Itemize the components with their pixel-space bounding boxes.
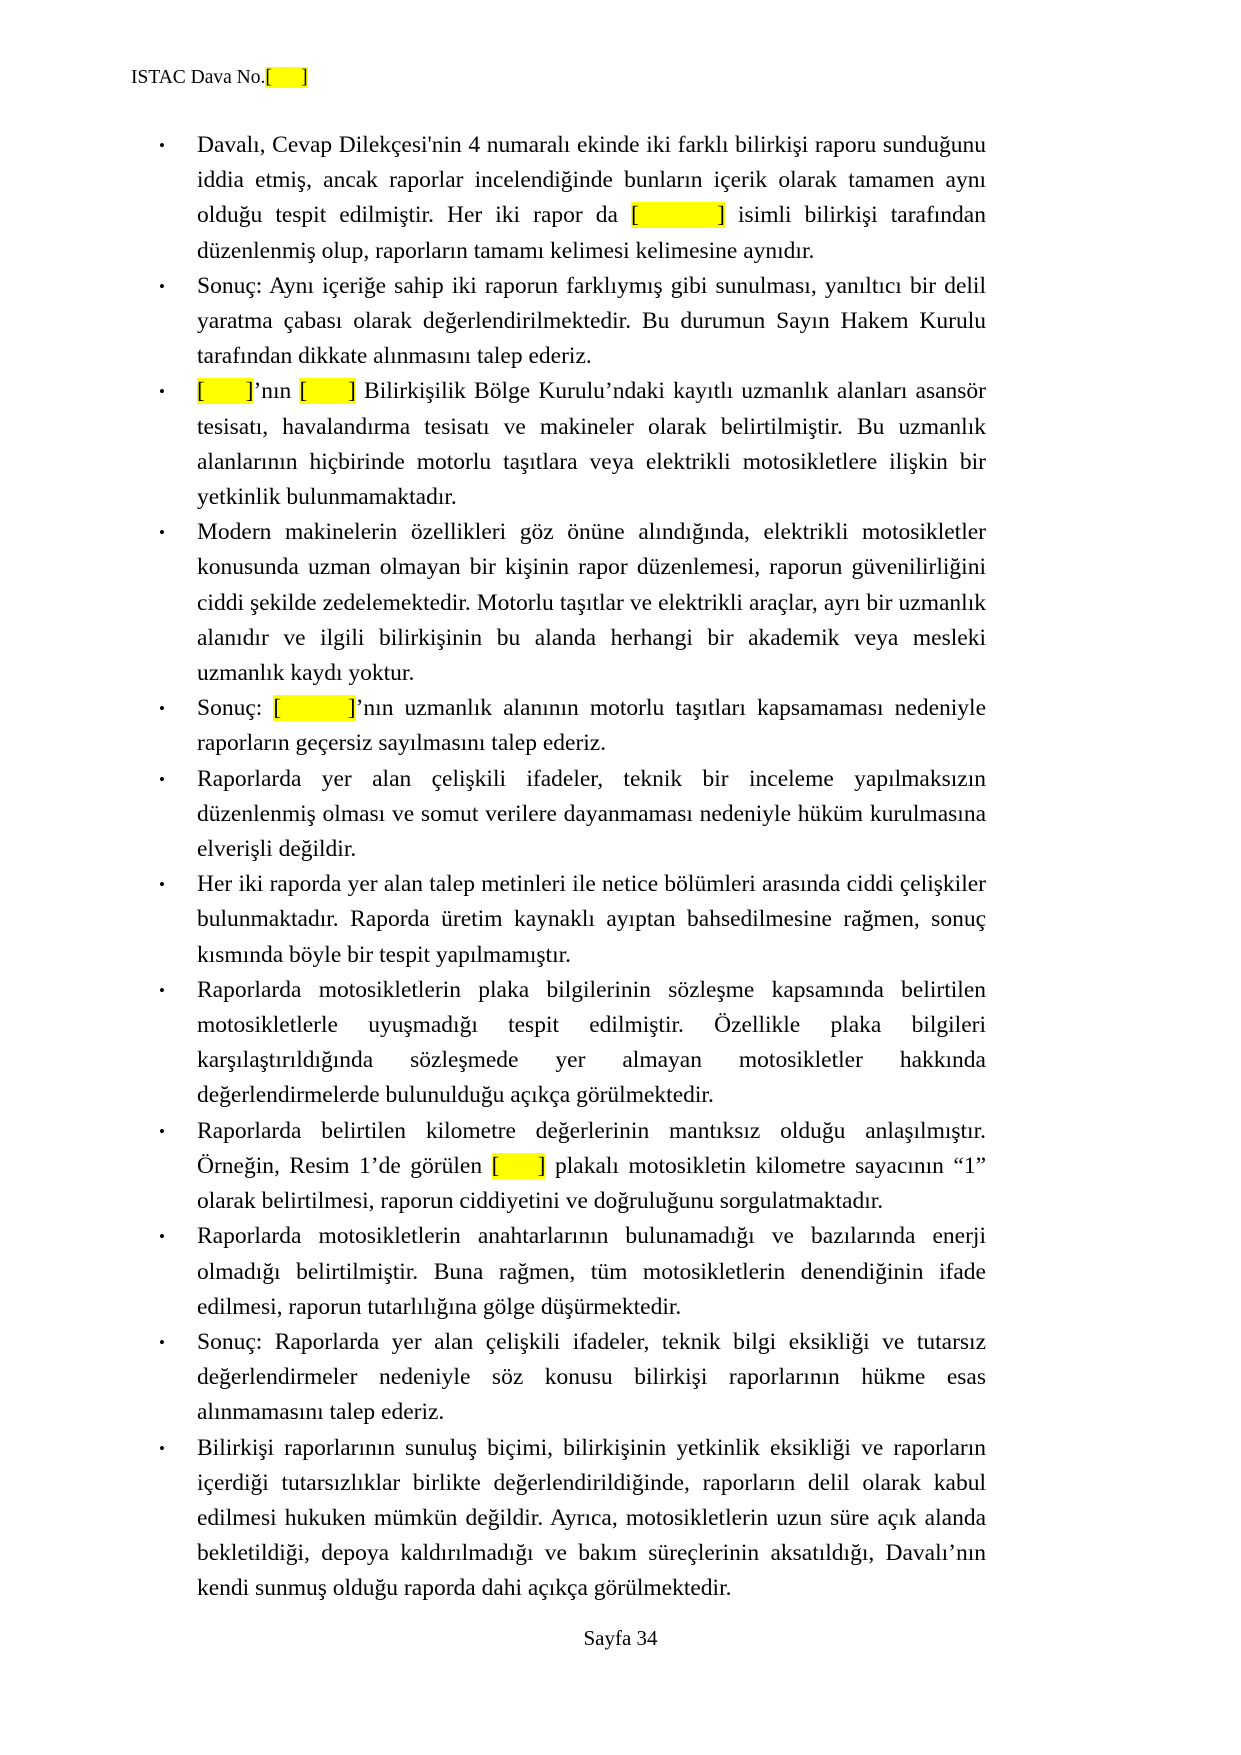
bullet-text-run: Raporlarda belirtilen kilometre değerlerinin mantıksız olduğu anlaşılmıştır. Örneğin, Resim 1’de görülen xyxy=(197,1117,986,1179)
bullet-text-run: ’nın uzmanlık alanının motorlu taşıtları kapsamaması nedeniyle raporların geçersiz sayılmasını talep ederiz. xyxy=(197,695,986,757)
document-body xyxy=(131,128,986,1607)
document-footer xyxy=(0,1626,1241,1651)
bullet-text-run: Raporlarda yer alan çelişkili ifadeler, teknik bir inceleme yapılmaksızın düzenlenmiş olması ve somut verilere dayanmaması nedeniyle hüküm kurulmasına elverişli değildir. xyxy=(197,765,986,863)
bullet-text-run: Modern makinelerin özellikleri göz önüne alındığında, elektrikli motosikletler konusunda uzman olmayan bir kişinin rapor düzenlemesi, raporun güvenilirliğini ciddi şekilde zedelemektedir. Motorlu taşıtlar ve elektrikli araçlar, ayrı bir uzmanlık alanıdır ve ilgili bilirkişinin bu alanda herhangi bir akademik veya mesleki uzmanlık kaydı yoktur. xyxy=(197,519,986,687)
document-header xyxy=(131,66,308,89)
bullet-text-run: Bilirkişi raporlarının sunuluş biçimi, bilirkişinin yetkinlik eksikliği ve raporların içerdiği tutarsızlıklar birlikte değerlendirildiğinde, raporların delil olarak kabul edilmesi hukuken mümkün değildir. Ayrıca, motosikletlerin uzun süre açık alanda bekletildiği, depoya kaldırılmadığı ve bakım süreçlerinin aksatıldığı, Davalı’nın kendi sunmuş olduğu raporda dahi açıkça görülmektedir. xyxy=(197,1434,986,1602)
bullet-text-run: plakalı motosikletin kilometre sayacının “1” olarak belirtilmesi, raporun ciddiyetini ve doğruluğunu sorgulatmaktadır. xyxy=(197,1152,987,1215)
bullet-item xyxy=(131,1114,986,1220)
redaction-mark: [ ] xyxy=(273,695,356,722)
bullet-text-run: Her iki raporda yer alan talep metinleri ile netice bölümleri arasında ciddi çelişkiler bulunmaktadır. Raporda üretim kaynaklı ayıptan bahsedilmesine rağmen, sonuç kısmında böyle bir tespit yapılmamıştır. xyxy=(197,871,986,968)
bullet-item xyxy=(131,867,986,973)
bullet-item xyxy=(131,269,986,375)
bullet-item xyxy=(131,762,986,868)
bullet-text-run: isimli bilirkişi tarafından düzenlenmiş olup, raporların tamamı kelimesi kelimesine aynıdır. xyxy=(197,202,986,264)
argument-bullet-list xyxy=(131,128,986,1607)
bullet-item xyxy=(131,515,986,691)
bullet-item xyxy=(131,1431,986,1607)
bullet-text-run: ’nın xyxy=(253,378,300,405)
bullet-text-run: Sonuç: Raporlarda yer alan çelişkili ifadeler, teknik bilgi eksikliği ve tutarsız değerlendirmeler nedeniyle söz konusu bilirkişi raporlarının hükme esas alınmamasını talep ederiz. xyxy=(197,1328,986,1426)
page-number: Sayfa 34 xyxy=(583,1626,658,1650)
case-number-redaction: [ ] xyxy=(265,67,308,88)
bullet-text-run: Raporlarda motosikletlerin anahtarlarının bulunamadığı ve bazılarında enerji olmadığı belirtilmiştir. Buna rağmen, tüm motosikletlerin denendiğinin ifade edilmesi, raporun tutarlılığına gölge düşürmektedir. xyxy=(197,1223,986,1320)
bullet-text-run: Raporlarda motosikletlerin plaka bilgilerinin sözleşme kapsamında belirtilen motosikletlerle uyuşmadığı tespit edilmiştir. Özellikle plaka bilgileri karşılaştırıldığında sözleşmede yer almayan motosikletler hakkında değerlendirmelerde bulunulduğu açıkça görülmektedir. xyxy=(197,976,986,1109)
redaction-mark: [ ] xyxy=(299,378,356,405)
bullet-item xyxy=(131,691,986,761)
bullet-item xyxy=(131,374,986,515)
bullet-text-run: Bilirkişilik Bölge Kurulu’ndaki kayıtlı uzmanlık alanları asansör tesisatı, havalandırma tesisatı ve makineler olarak belirtilmiştir. Bu uzmanlık alanlarının hiçbirinde motorlu taşıtlara veya elektrikli motosikletlere ilişkin bir yetkinlik bulunmamaktadır. xyxy=(197,378,986,511)
redaction-mark: [ ] xyxy=(491,1152,546,1179)
bullet-text-run: Davalı, Cevap Dilekçesi'nin 4 numaralı ekinde iki farklı bilirkişi raporu sunduğunu iddia etmiş, ancak raporlar incelendiğinde bunların içerik olarak tamamen aynı olduğu tespit edilmiştir. Her iki rapor da xyxy=(197,132,986,229)
bullet-item xyxy=(131,128,986,269)
bullet-item xyxy=(131,973,986,1114)
bullet-item xyxy=(131,1325,986,1431)
bullet-text-run: Sonuç: xyxy=(197,695,274,722)
bullet-text-run: Sonuç: Aynı içeriğe sahip iki raporun farklıymış gibi sunulması, yanıltıcı bir delil yaratma çabası olarak değerlendirilmektedir. Bu durumun Sayın Hakem Kurulu tarafından dikkate alınmasını talep ederiz. xyxy=(197,272,986,370)
bullet-item xyxy=(131,1219,986,1325)
redaction-mark: [ ] xyxy=(197,378,254,405)
redaction-mark: [ ] xyxy=(630,202,725,229)
case-number-label: ISTAC Dava No. xyxy=(131,67,266,88)
